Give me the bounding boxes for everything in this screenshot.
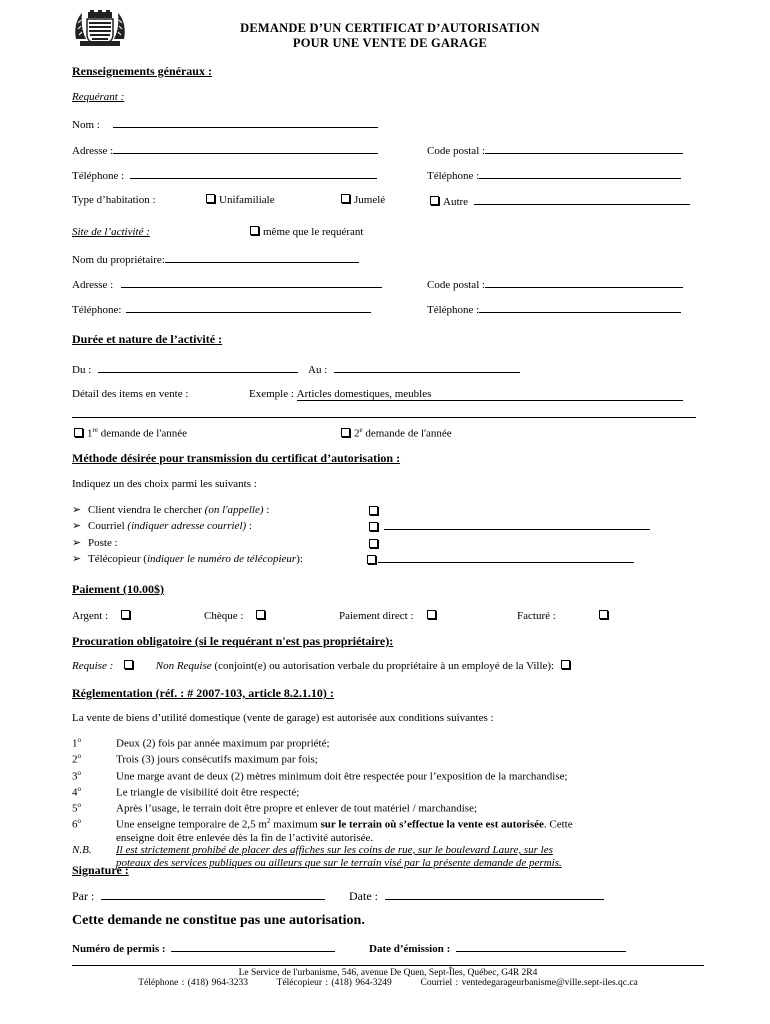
par-field[interactable] <box>101 889 325 900</box>
section-general-heading: Renseignements généraux : <box>72 64 212 78</box>
telephone-site2-field[interactable] <box>479 302 681 313</box>
au-label: Au : <box>308 364 328 376</box>
meme-option[interactable] <box>250 226 363 238</box>
demande2-checkbox[interactable] <box>341 428 350 437</box>
item6-text-a: Une enseigne temporaire de 2,5 m <box>116 818 267 831</box>
nb-text-2a: poteaux des services publiques <box>116 856 255 869</box>
facture-option[interactable] <box>517 610 612 622</box>
du-label: Du : <box>72 364 92 376</box>
item-text: Deux (2) fois par année maximum par propriété; <box>116 737 330 750</box>
section-reglementation-heading: Réglementation (réf. : # 2007-103, article 8.2.1.10) : <box>72 686 334 700</box>
footer-address: Le Service de l'urbanisme, 546, avenue De Quen, Sept-Îles, Québec, G4R 2R4 <box>238 968 538 978</box>
telephone-site2-label: Téléphone : <box>427 304 480 316</box>
procuration-row <box>72 660 574 672</box>
date-emission-field[interactable] <box>456 941 626 952</box>
cheque-checkbox[interactable] <box>256 610 265 619</box>
item2-colon: : <box>246 520 252 532</box>
reglementation-item: 1$^o$ Deux (2) fois par année maximum par propriété; <box>72 736 330 750</box>
item-number: 3 <box>72 770 78 783</box>
adresse-site-field[interactable] <box>121 277 382 288</box>
reglementation-item-6: 6$^o$ Une enseigne temporaire de 2,5 $m^2$ maximum sur le terrain où s’effectue la vente est autorisée. Cette <box>72 817 573 831</box>
courriel-field[interactable] <box>384 519 650 530</box>
reglementation-intro: La vente de biens d’utilité domestique (vente de garage) est autorisée aux conditions suivantes : <box>72 712 494 724</box>
telephone-field[interactable] <box>130 168 377 179</box>
telephone2-field[interactable] <box>479 168 681 179</box>
demande2-sup: e <box>359 426 363 434</box>
telephone2-row <box>427 168 681 182</box>
facture-label: Facturé : <box>517 610 556 622</box>
unifamiliale-checkbox[interactable] <box>206 194 215 203</box>
direct-checkbox[interactable] <box>427 610 436 619</box>
telecopieur-field[interactable] <box>378 552 634 563</box>
detail-field-line-2[interactable] <box>72 417 696 418</box>
cheque-option[interactable] <box>204 610 269 622</box>
methode-item-3 <box>72 536 118 549</box>
footer-courriel[interactable]: Courriel : ventedegarageurbanisme@ville.sept-iles.qc.ca <box>420 978 638 988</box>
section-paiement-heading: Paiement (10.00$) <box>72 582 164 596</box>
methode-courriel-checkbox[interactable] <box>369 522 378 531</box>
facture-checkbox[interactable] <box>599 610 608 619</box>
detail-field[interactable] <box>297 388 683 401</box>
date-label: Date : <box>349 889 378 903</box>
autre-option[interactable] <box>430 194 690 208</box>
demande2-option[interactable] <box>341 426 452 440</box>
proprietaire-row <box>72 252 359 266</box>
adresse-field[interactable] <box>113 143 378 154</box>
item6-sup: 2 <box>266 817 271 826</box>
code-postal-row <box>427 143 683 157</box>
code-postal-label: Code postal : <box>427 145 486 157</box>
exemple-label: Exemple : <box>249 388 294 400</box>
adresse-site-row <box>72 277 382 291</box>
telephone2-label: Téléphone : <box>427 170 480 182</box>
du-row <box>72 362 298 376</box>
du-field[interactable] <box>98 362 298 373</box>
nb-label: N.B. <box>72 844 92 857</box>
item4-italic: indiquer le numéro de télécopieur <box>146 553 297 565</box>
item1-italic: (on l'appelle) <box>204 504 264 516</box>
meme-checkbox[interactable] <box>250 226 259 235</box>
meme-label: même que le requérant <box>263 226 364 238</box>
item4-colon: ): <box>296 553 303 565</box>
jumele-checkbox[interactable] <box>341 194 350 203</box>
item2-italic: (indiquer adresse courriel) <box>127 520 247 532</box>
title-line-1: DEMANDE D’UN CERTIFICAT D’AUTORISATION <box>240 21 540 35</box>
telephone-label: Téléphone : <box>72 170 125 182</box>
arrow-icon: ➢ <box>72 537 82 549</box>
section-methode-heading: Méthode désirée pour transmission du certificat d’autorisation : <box>72 451 401 465</box>
item-text: Une marge avant de deux (2) mètres minimum doit être respectée pour l’exposition de la marchandise; <box>116 770 568 783</box>
reglementation-item: 4$^o$ Le triangle de visibilité doit être respecté; <box>72 784 300 799</box>
unifamiliale-label: Unifamiliale <box>219 194 275 206</box>
jumele-option[interactable] <box>341 194 385 206</box>
autre-field[interactable] <box>474 194 690 205</box>
demande2-num: 2 <box>354 427 360 440</box>
methode-item-2 <box>72 519 252 532</box>
reglementation-item: 2$^o$ Trois (3) jours consécutifs maximum par fois; <box>72 752 318 766</box>
item1-text: Client viendra le chercher <box>88 504 205 516</box>
nom-label: Nom : <box>72 119 100 131</box>
arrow-icon: ➢ <box>72 504 82 516</box>
item-number: 6 <box>72 818 78 831</box>
non-requise-checkbox[interactable] <box>561 660 570 669</box>
au-row <box>308 362 520 376</box>
item6-bold: sur le terrain où s’effectue la vente est autorisée <box>320 818 544 831</box>
title-line-2: POUR UNE VENTE DE GARAGE <box>292 36 488 50</box>
requise-label: Requise : <box>72 660 114 672</box>
demande1-sup: re <box>92 426 98 434</box>
code-postal-site-label: Code postal : <box>427 279 486 291</box>
requise-checkbox[interactable] <box>124 660 133 669</box>
type-habitation-label: Type d’habitation : <box>72 194 156 206</box>
city-crest-logo <box>72 9 128 47</box>
item4-text: Télécopieur ( <box>88 553 147 565</box>
telephone-site-field[interactable] <box>126 302 371 313</box>
proprietaire-field[interactable] <box>165 252 359 263</box>
footer-telephone: Téléphone : (418) 964-3233 <box>138 978 249 988</box>
methode-telecopieur-checkbox[interactable] <box>367 555 376 564</box>
demande2-label: demande de l'année <box>362 427 452 440</box>
jumele-label: Jumelé <box>354 194 386 206</box>
code-postal-site-field[interactable] <box>485 277 683 288</box>
par-row <box>72 889 325 904</box>
item-number: 5 <box>72 802 78 815</box>
footer-telecopieur: Télécopieur : (418) 964-3249 <box>276 978 392 988</box>
autre-checkbox[interactable] <box>430 196 439 205</box>
exemple-row <box>249 388 683 401</box>
item2-text: Courriel <box>88 520 128 532</box>
adresse-label: Adresse : <box>72 145 114 157</box>
telephone-site-row <box>72 302 371 316</box>
document-title <box>170 21 610 51</box>
arrow-icon: ➢ <box>72 520 82 532</box>
item6-text-b: maximum <box>270 818 321 831</box>
par-label: Par : <box>72 889 95 903</box>
methode-intro: Indiquez un des choix parmi les suivants : <box>72 478 257 490</box>
item6-text-c: . Cette <box>543 818 573 831</box>
date-emission-label: Date d’émission : <box>369 943 451 955</box>
item-number: 1 <box>72 737 78 750</box>
argent-label: Argent : <box>72 610 109 622</box>
item3-text: Poste : <box>88 537 118 549</box>
date-row <box>349 889 604 904</box>
non-requise-label: Non Requise <box>155 660 212 672</box>
reglementation-list <box>72 734 573 869</box>
demande1-label: demande de l'année <box>97 427 187 440</box>
nb-line-2 <box>72 857 573 870</box>
code-postal-field[interactable] <box>485 143 683 154</box>
methode-item-1 <box>72 503 269 516</box>
site-activite-label: Site de l’activité : <box>72 226 150 238</box>
nom-field[interactable] <box>113 117 378 128</box>
item-text: Trois (3) jours consécutifs maximum par fois; <box>116 753 318 766</box>
nb-text-2c: ailleurs que sur le terrain visé par la présente demande de permis. <box>265 856 562 869</box>
section-procuration-heading: Procuration obligatoire (si le requérant n'est pas propriétaire): <box>72 634 394 648</box>
direct-label: Paiement direct : <box>339 610 414 622</box>
au-field[interactable] <box>334 362 520 373</box>
unifamiliale-option[interactable] <box>206 194 275 206</box>
detail-label: Détail des items en vente : <box>72 388 189 400</box>
arrow-icon: ➢ <box>72 553 82 565</box>
numero-permis-label: Numéro de permis : <box>72 943 166 955</box>
argent-checkbox[interactable] <box>121 610 130 619</box>
item-text: Le triangle de visibilité doit être respecté; <box>116 786 300 799</box>
methode-client-checkbox[interactable] <box>369 506 378 515</box>
numero-permis-field[interactable] <box>171 941 335 952</box>
argent-option[interactable] <box>72 610 134 622</box>
cheque-label: Chèque : <box>204 610 244 622</box>
nb-line-1 <box>72 844 573 857</box>
methode-poste-checkbox[interactable] <box>369 539 378 548</box>
reglementation-item: 3$^o$ Une marge avant de deux (2) mètres minimum doit être respectée pour l’exposition de la marchandise; <box>72 768 568 783</box>
telephone-site2-row <box>427 302 681 316</box>
reglementation-item: 5$^o$ Après l’usage, le terrain doit être propre et enlever de tout matériel / marchandise; <box>72 801 478 815</box>
exemple-value: Articles domestiques, meubles <box>296 388 432 400</box>
item-number: 4 <box>72 786 78 799</box>
non-requise-detail: (conjoint(e) ou autorisation verbale du propriétaire à un employé de la Ville): <box>211 660 555 672</box>
adresse-site-label: Adresse : <box>72 279 114 291</box>
notice-text: Cette demande ne constitue pas une autorisation. <box>72 913 365 928</box>
item-text: Après l’usage, le terrain doit être propre et enlever de tout matériel / marchandise; <box>116 802 478 815</box>
adresse-row <box>72 143 378 157</box>
section-signature-heading: Signature : <box>72 863 129 877</box>
code-postal-site-row <box>427 277 683 291</box>
nom-row <box>72 117 378 131</box>
demande1-num: 1 <box>87 427 93 440</box>
item6-line2: enseigne doit être enlevée dès la fin de l’activité autorisée. <box>116 831 374 844</box>
telephone-site-label: Téléphone: <box>72 304 122 316</box>
permis-row <box>72 941 335 955</box>
footer-divider <box>72 965 704 966</box>
nb-text-1: Il est strictement prohibé de placer des affiches sur les coins de rue, sur le boulevard Laure, sur les <box>116 844 553 857</box>
section-duree-heading: Durée et nature de l’activité : <box>72 332 223 346</box>
telephone-row <box>72 168 377 182</box>
methode-item-4 <box>72 552 303 565</box>
demande1-checkbox[interactable] <box>74 428 83 437</box>
item1-colon: : <box>263 504 270 516</box>
nb-text-2b: ou <box>254 856 266 869</box>
proprietaire-label: Nom du propriétaire: <box>72 254 165 266</box>
requerant-label: Requérant : <box>72 91 125 103</box>
emission-row <box>369 941 626 955</box>
demande1-option[interactable] <box>74 426 187 440</box>
date-field[interactable] <box>385 889 604 900</box>
autre-label: Autre <box>443 196 469 208</box>
item-number: 2 <box>72 753 78 766</box>
direct-option[interactable] <box>339 610 440 622</box>
footer-contacts <box>72 978 704 988</box>
